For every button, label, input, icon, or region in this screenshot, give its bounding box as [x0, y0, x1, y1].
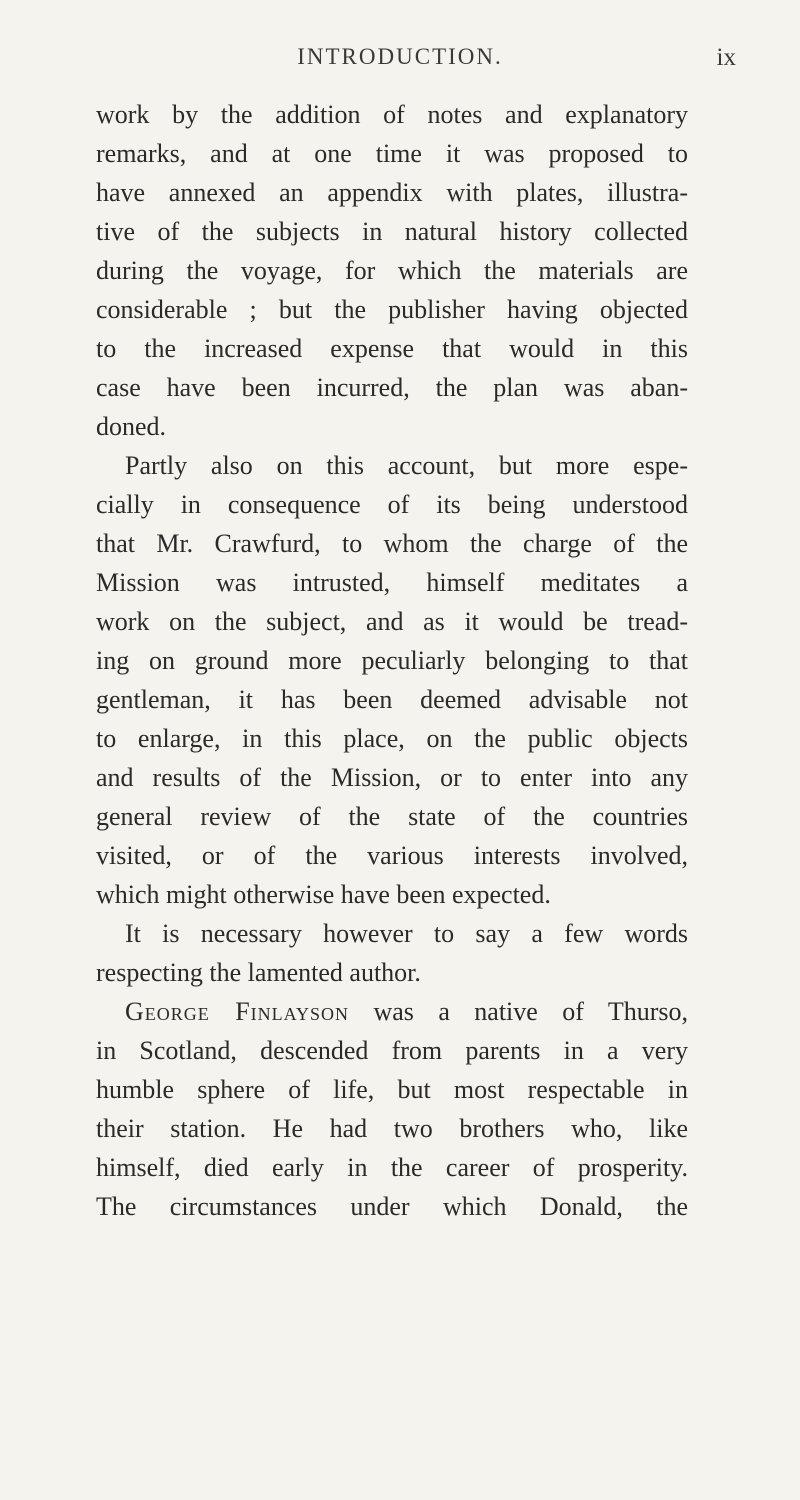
text-line: to enlarge, in this place, on the public objects	[96, 724, 688, 753]
author-name: George Finlayson	[125, 997, 350, 1026]
text-line: ing on ground more peculiarly belonging to that	[96, 646, 688, 675]
text-line: work by the addition of notes and explanatory	[96, 100, 688, 129]
text-line: have annexed an appendix with plates, illustra-	[96, 178, 688, 207]
running-head	[0, 44, 800, 84]
page-number: ix	[716, 44, 736, 71]
text-line: respecting the lamented author.	[96, 958, 421, 987]
body-text	[96, 95, 688, 1226]
running-title: INTRODUCTION.	[297, 44, 503, 69]
text-line: that Mr. Crawfurd, to whom the charge of the	[96, 529, 688, 558]
text-line: during the voyage, for which the materials are	[96, 256, 688, 285]
text-line: in Scotland, descended from parents in a very	[96, 1036, 688, 1065]
text-line: cially in consequence of its being understood	[96, 490, 688, 519]
text-line: which might otherwise have been expected.	[96, 880, 551, 909]
text-line: to the increased expense that would in this	[96, 334, 688, 363]
text-line: case have been incurred, the plan was aban-	[96, 373, 688, 402]
text-line: and results of the Mission, or to enter into any	[96, 763, 688, 792]
text-line: work on the subject, and as it would be tread-	[96, 607, 688, 636]
text-line: The circumstances under which Donald, the	[96, 1192, 688, 1221]
text-fragment: was a native of Thurso,	[373, 997, 689, 1026]
text-line: It is necessary however to say a few words	[125, 919, 688, 948]
text-line: remarks, and at one time it was proposed to	[96, 139, 688, 168]
text-line	[96, 992, 688, 1031]
text-line: Partly also on this account, but more espe-	[125, 451, 688, 480]
text-line: gentleman, it has been deemed advisable not	[96, 685, 688, 714]
text-line: general review of the state of the countries	[96, 802, 688, 831]
text-line: visited, or of the various interests involved,	[96, 841, 688, 870]
text-line: tive of the subjects in natural history collected	[96, 217, 688, 246]
text-line: their station. He had two brothers who, like	[96, 1114, 688, 1143]
text-line: himself, died early in the career of prosperity.	[96, 1153, 688, 1182]
text-line: Mission was intrusted, himself meditates a	[96, 568, 688, 597]
text-line: humble sphere of life, but most respectable in	[96, 1075, 688, 1104]
text-line: considerable ; but the publisher having objected	[96, 295, 688, 324]
text-line: doned.	[96, 412, 167, 441]
